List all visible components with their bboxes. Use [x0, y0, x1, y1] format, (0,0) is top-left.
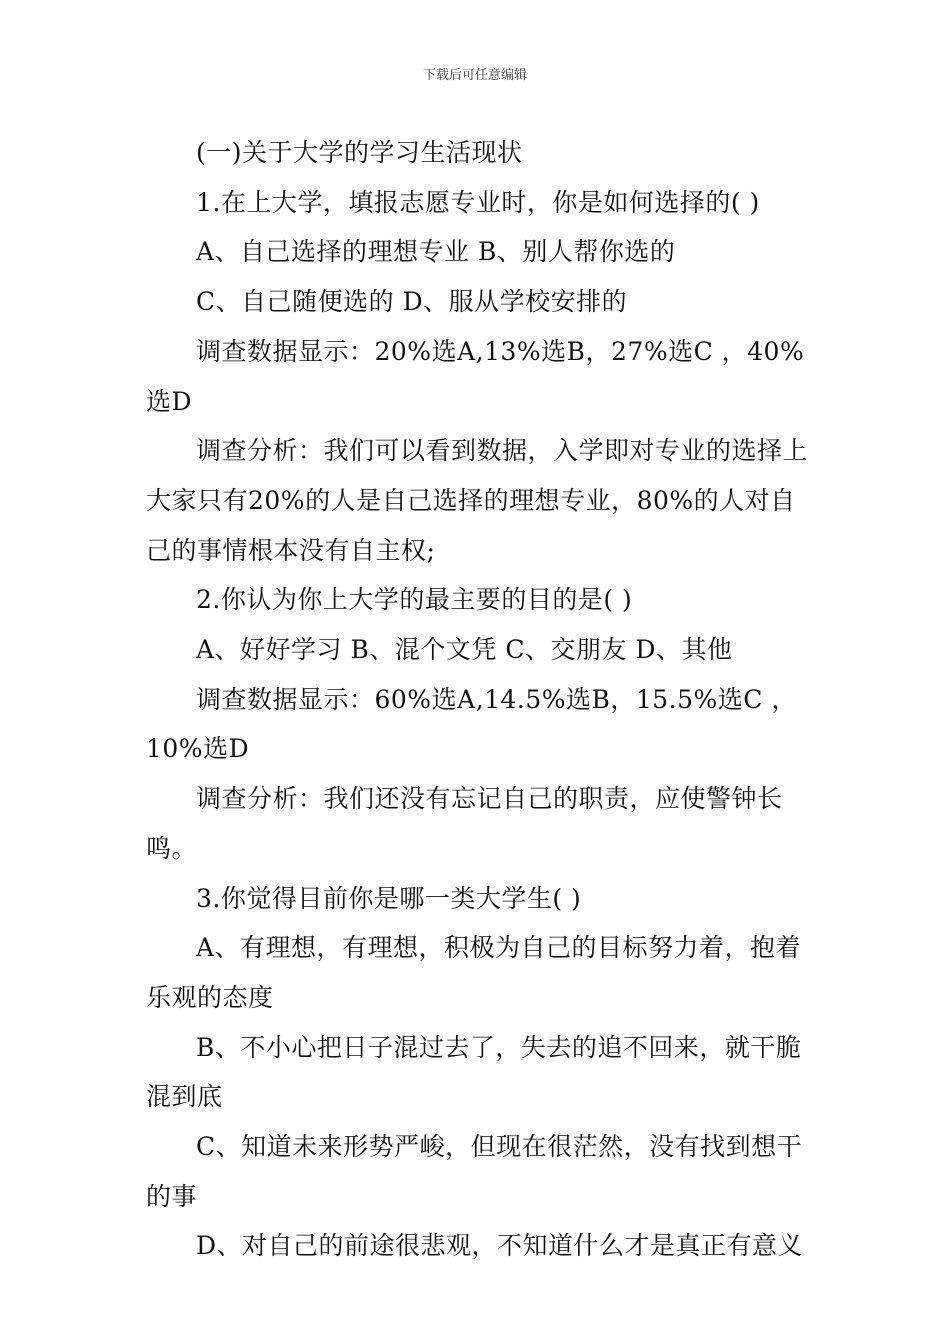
question-1-survey-data: 调查数据显示：20%选A,13%选B，27%选C ，40%选D — [146, 336, 805, 416]
question-3-option-b: B、不小心把日子混过去了，失去的追不回来，就干脆混到底 — [146, 1032, 802, 1112]
question-1-analysis: 调查分析：我们可以看到数据，入学即对专业的选择上大家只有20%的人是自己选择的理想专业，80%的人对自己的事情根本没有自主权; — [146, 436, 809, 565]
question-2-options: A、好好学习 B、混个文凭 C、交朋友 D、其他 — [196, 635, 733, 665]
section-heading: (一)关于大学的学习生活现状 — [196, 138, 523, 167]
question-1: 1.在上大学，填报志愿专业时，你是如何选择的( ) — [196, 187, 760, 217]
question-1-options-cd: C、自己随便选的 D、服从学校安排的 — [196, 287, 628, 317]
header-note: 下载后可任意编辑 — [422, 68, 527, 83]
question-2-survey-data: 调查数据显示：60%选A,14.5%选B，15.5%选C ，10%选D — [146, 684, 797, 764]
question-3-option-d: D、对自己的前途很悲观，不知道什么才是真正有意义 — [196, 1231, 804, 1261]
document-body — [146, 128, 810, 1271]
question-2-analysis: 调查分析：我们还没有忘记自己的职责，应使警钟长鸣。 — [146, 784, 783, 863]
question-3-option-c: C、知道未来形势严峻，但现在很茫然，没有找到想干的事 — [146, 1132, 803, 1211]
question-3: 3.你觉得目前你是哪一类大学生( ) — [196, 883, 582, 913]
question-2: 2.你认为你上大学的最主要的目的是( ) — [196, 585, 633, 615]
question-3-option-a: A、有理想，有理想，积极为自己的目标努力着，抱着乐观的态度 — [146, 933, 802, 1012]
question-1-options-ab: A、自己选择的理想专业 B、别人帮你选的 — [196, 237, 676, 267]
